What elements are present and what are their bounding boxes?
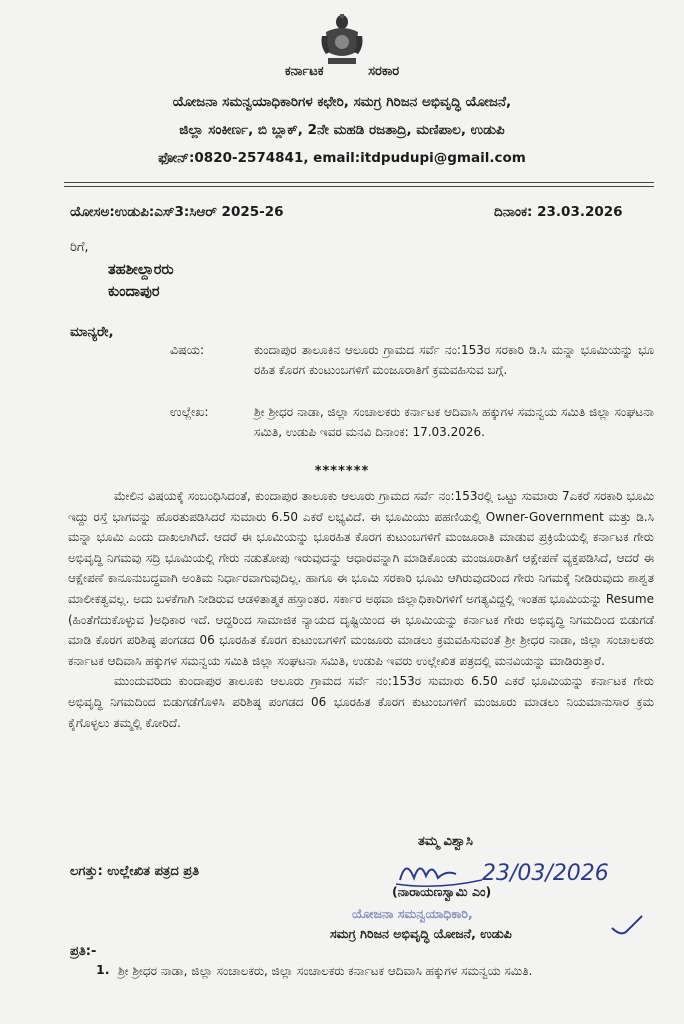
letterhead-state: ಕರ್ನಾಟಕ ಸರಕಾರ [284, 64, 400, 79]
enclosure: ಲಗತ್ತು: ಉಲ್ಲೇಖಿತ ಪತ್ರದ ಪ್ರತಿ [70, 864, 200, 879]
reference-label: ಉಲ್ಲೇಖ: [170, 404, 209, 419]
signatory-name: (ನಾರಾಯಣಸ್ವಾಮಿ ಎಂ) [392, 884, 492, 899]
header-divider [64, 182, 654, 183]
letterhead-office: ಯೋಜನಾ ಸಮನ್ವಯಾಧಿಕಾರಿಗಳ ಕಛೇರಿ, ಸಮಗ್ರ ಗಿರಿಜನ ಅಭಿವೃದ್ಧಿ ಯೋಜನೆ, [172, 94, 512, 110]
header-divider-second [64, 186, 654, 187]
handwritten-date: 23/03/2026 [482, 861, 609, 886]
copy-to-label: ಪ್ರತಿ:- [70, 944, 97, 959]
recipient-place: ಕುಂದಾಪುರ [108, 284, 160, 300]
recipient-to: ರಿಗೆ, [70, 240, 89, 255]
copy-item-number: 1. [96, 962, 110, 977]
body-paragraph-2: ಮುಂದುವರಿದು ಕುಂದಾಪುರ ತಾಲೂಕು ಆಲೂರು ಗ್ರಾಮದ ಸರ್ವೆ ನಂ:153ರ ಸುಮಾರು 6.50 ಎಕರೆ ಭೂಮಿಯನ್ನು ಕರ್ನಾಟಕ ಗೇರು ಅಭಿವೃದ್ಧಿ ನಿಗಮದಿಂದ ಬಿಡುಗಡೆಗೊಳಿಸಿ ಪರಿಶಿಷ್ಠ ಪಂಗಡದ 06 ಭೂರಹಿತ ಕೊರಗ ಕುಟುಂಬಗಳಿಗೆ ಮಂಜೂರು ಮಾಡಲು ನಿಯಮಾನುಸಾರ ಕ್ರಮ ಕೈಗೊಳ್ಳಲು ತಮ್ಮಲ್ಲಿ ಕೋರಿದೆ. [68, 674, 654, 730]
letter-body [68, 486, 654, 733]
recipient-designation: ತಹಶೀಲ್ದಾರರು [108, 262, 174, 278]
salutation: ಮಾನ್ಯರೇ, [70, 324, 114, 340]
signature-tick-mark [610, 914, 644, 940]
copy-item-text: ಶ್ರೀ ಶ್ರೀಧರ ನಾಡಾ, ಜಿಲ್ಲಾ ಸಂಚಾಲಕರು, ಜಿಲ್ಲಾ ಸಂಚಾಲಕರು ಕರ್ನಾಟಕ ಆದಿವಾಸಿ ಹಕ್ಕುಗಳ ಸಮನ್ವಯ ಸಮಿತಿ. [118, 964, 533, 978]
signatory-title: ಯೋಜನಾ ಸಮನ್ವಯಾಧಿಕಾರಿ, [352, 906, 473, 921]
letterhead-contact: ಫೋನ್:0820-2574841, email:itdpudupi@gmail.com [158, 150, 526, 166]
closing-text: ತಮ್ಮ ವಿಶ್ವಾಸಿ [418, 834, 473, 849]
body-paragraph-1: ಮೇಲಿನ ವಿಷಯಕ್ಕೆ ಸಂಬಂಧಿಸಿದಂತೆ, ಕುಂದಾಪುರ ತಾಲೂಕು ಆಲೂರು ಗ್ರಾಮದ ಸರ್ವೆ ನಂ:153ರಲ್ಲಿ ಒಟ್ಟು ಸುಮಾರು 7ಎಕರೆ ಸರಕಾರಿ ಭೂಮಿ ಇದ್ದು ರಸ್ತೆ ಭಾಗವನ್ನು ಹೊರತುಪಡಿಸಿದರೆ ಸುಮಾರು 6.50 ಎಕರೆ ಲಭ್ಯವಿದೆ. ಈ ಭೂಮಿಯು ಪಹಣಿಯಲ್ಲಿ Owner-Government ಮತ್ತು ಡಿ.ಸಿ ಮನ್ನಾ ಭೂಮಿ ಎಂದು ದಾಖಲಾಗಿದೆ. ಆದರೆ ಈ ಭೂಮಿಯನ್ನು ಭೂರಹಿತ ಕೊರಗ ಕುಟುಂಬಗಳಿಗೆ ಮಂಜೂರಾತಿ ಮಾಡುವ ಪ್ರಕ್ರಿಯೆಯಲ್ಲಿ ಕರ್ನಾಟಕ ಗೇರು ಅಭಿವೃದ್ಧಿ ನಿಗಮವು ಸದ್ರಿ ಭೂಮಿಯಲ್ಲಿ ಗೇರು ನಡುತೋಪು ಇರುವುದನ್ನು ಆಧಾರವನ್ನಾಗಿ ಮಾಡಿಕೊಂಡು ಮಂಜೂರಾತಿಗೆ ಆಕ್ಷೇಪಣೆ ವ್ಯಕ್ತಪಡಿಸಿದೆ, ಆದರೆ ಈ ಆಕ್ಷೇಪಣೆ ಕಾನೂನುಬದ್ಧವಾಗಿ ಅಂತಿಮ ನಿರ್ಧಾರವಾಗುವುದಿಲ್ಲ. ಹಾಗೂ ಈ ಭೂಮಿ ಸರಕಾರಿ ಭೂಮಿ ಆಗಿರುವುದರಿಂದ ಗೇರು ನಿಗಮಕ್ಕೆ ನೀಡಿರುವುದು ಶಾಶ್ವತ ಮಾಲೀಕತ್ವವಲ್ಲ. ಅದು ಬಳಕೆಗಾಗಿ ನೀಡಿರುವ ಆಡಳಿತಾತ್ಮಕ ಹಸ್ತಾಂತರ. ಸರ್ಕಾರ ಅಥವಾ ಜಿಲ್ಲಾಧಿಕಾರಿಗಳಿಗೆ ಅಗತ್ಯವಿದ್ದಲ್ಲಿ ಇಂತಹ ಭೂಮಿಯನ್ನು Resume (ಹಿಂತೆಗೆದುಕೊಳ್ಳುವ )ಅಧಿಕಾರ ಇದೆ. ಆದ್ದರಿಂದ ಸಾಮಾಜಿಕ ನ್ಯಾಯದ ದೃಷ್ಟಿಯಿಂದ ಈ ಭೂಮಿಯನ್ನು ಕರ್ನಾಟಕ ಗೇರು ಅಭಿವೃದ್ಧಿ ನಿಗಮದಿಂದ ಬಿಡುಗಡೆ ಮಾಡಿ ಕೊರಗ ಪರಿಶಿಷ್ಠ ಪಂಗಡದ 06 ಭೂರಹಿತ ಕೊರಗ ಕುಟುಂಬಗಳಿಗೆ ಮಂಜೂರು ಮಾಡಲು ಕ್ರಮವಹಿಸುವಂತೆ ಶ್ರೀ ಶ್ರೀಧರ ನಾಡಾ, ಜಿಲ್ಲಾ ಸಂಚಾಲಕರು ಕರ್ನಾಟಕ ಆದಿವಾಸಿ ಹಕ್ಕುಗಳ ಸಮನ್ವಯ ಸಮಿತಿ ಜಿಲ್ಲಾ ಸಂಘಟನಾ ಸಮಿತಿ, ಉಡುಪಿ ಇವರು ಉಲ್ಲೇಖಿತ ಪತ್ರದಲ್ಲಿ ಮನವಿಯನ್ನು ಮಾಡಿರುತ್ತಾರೆ. [68, 489, 654, 668]
letterhead-address: ಜಿಲ್ಲಾ ಸಂಕೀರ್ಣ, ಬಿ ಬ್ಲಾಕ್, 2ನೇ ಮಹಡಿ ರಜತಾದ್ರಿ, ಮಣಿಪಾಲ, ಉಡುಪಿ [179, 122, 505, 138]
letter-date: ದಿನಾಂಕ: 23.03.2026 [494, 204, 623, 220]
karnataka-emblem-icon [318, 12, 366, 68]
separator-stars: ******* [314, 464, 370, 479]
subject-text: ಕುಂದಾಪುರ ತಾಲೂಕಿನ ಆಲೂರು ಗ್ರಾಮದ ಸರ್ವೆ ನಂ:153ರ ಸರಕಾರಿ ಡಿ.ಸಿ ಮನ್ನಾ ಭೂಮಿಯನ್ನು ಭೂ ರಹಿತ ಕೊರಗ ಕುಂಟುಂಬಗಳಿಗೆ ಮಂಜೂರಾತಿಗೆ ಕ್ರಮವಹಿಸುವ ಬಗ್ಗೆ. [254, 343, 654, 377]
reference-number: ಯೋಸಅ:ಉಡುಪಿ:ಎಸ್3:ಸಿಆರ್ 2025-26 [70, 204, 284, 220]
subject-label: ವಿಷಯ: [170, 342, 205, 357]
reference-text: ಶ್ರೀ ಶ್ರೀಧರ ನಾಡಾ, ಜಿಲ್ಲಾ ಸಂಚಾಲಕರು ಕರ್ನಾಟಕ ಆದಿವಾಸಿ ಹಕ್ಕುಗಳ ಸಮನ್ವಯ ಸಮಿತಿ ಜಿಲ್ಲಾ ಸಂಘಟನಾ ಸಮಿತಿ, ಉಡುಪಿ ಇವರ ಮನವಿ ದಿನಾಂಕ: 17.03.2026. [254, 405, 654, 439]
signatory-department: ಸಮಗ್ರ ಗಿರಿಜನ ಅಭಿವೃದ್ಧಿ ಯೋಜನೆ, ಉಡುಪಿ [330, 926, 512, 941]
